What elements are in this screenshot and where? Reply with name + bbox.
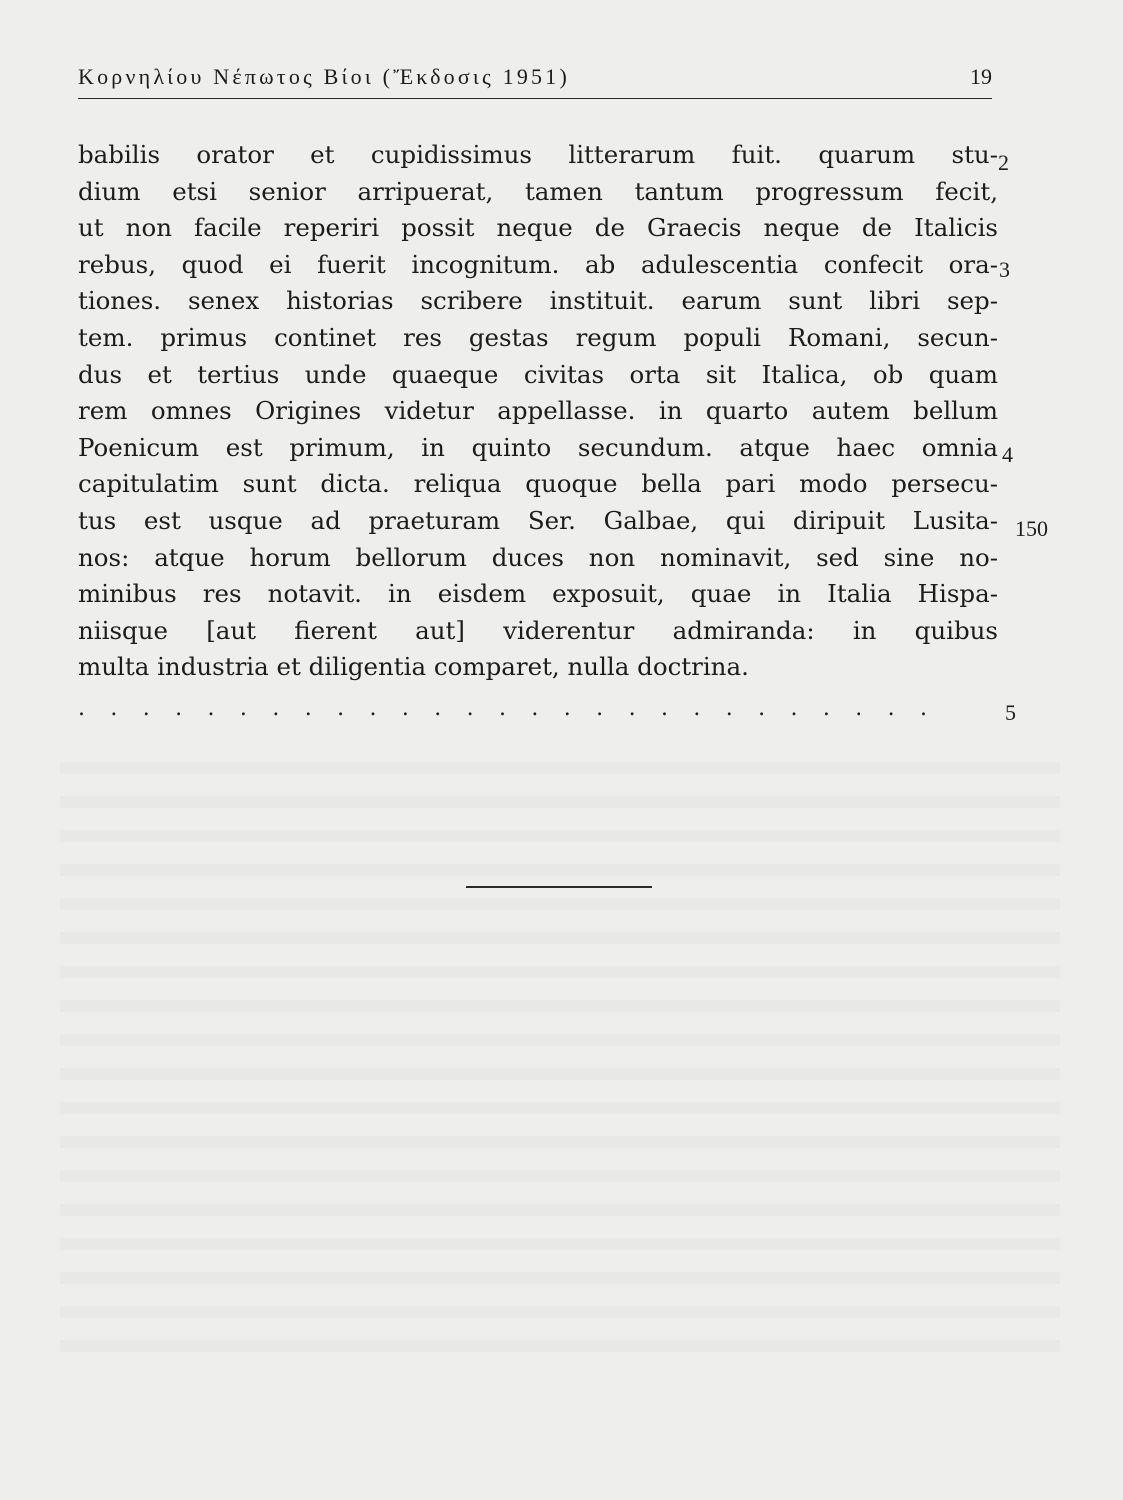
text-line: tiones. senex historias scribere instituit. earum sunt libri sep- [78,286,998,316]
text-line: rebus, quod ei fuerit incognitum. ab adulescentia confecit ora- [78,249,998,279]
text-line: minibus res notavit. in eisdem exposuit, quae in Italia Hispa- [78,579,998,609]
text-line: dium etsi senior arripuerat, tamen tantum progressum fecit, [78,176,998,206]
text-line: Poenicum est primum, in quinto secundum. atque haec omnia [78,432,998,462]
show-through-background [60,740,1060,1360]
text-line: nos: atque horum bellorum duces non nominavit, sed sine no- [78,542,998,572]
text-line: dus et tertius unde quaeque civitas orta sit Italica, ob quam [78,359,998,389]
end-rule [466,886,652,888]
margin-section-number: 5 [1005,700,1016,725]
text-line: niisque [aut fierent aut] viderentur admiranda: in quibus [78,615,998,645]
text-line: ut non facile reperiri possit neque de Graecis neque de Italicis [78,213,998,243]
margin-section-number: 3 [999,257,1010,282]
text-line: capitulatim sunt dicta. reliqua quoque bella pari modo persecu- [78,469,998,499]
text-line: rem omnes Origines videtur appellasse. in quarto autem bellum [78,396,998,426]
text-line: babilis orator et cupidissimus litterarum fuit. quarum stu- [78,140,998,169]
page-number: 19 [970,64,992,89]
lacuna-dots: . . . . . . . . . . . . . . . . . . . . . . . . . . . [78,696,937,721]
page-header [78,62,992,96]
margin-line-number: 150 [1015,516,1048,541]
main-text [78,137,998,686]
header-rule [78,98,992,99]
text-line: multa industria et diligentia comparet, nulla doctrina. [78,652,749,682]
text-line: tem. primus continet res gestas regum populi Romani, secun- [78,322,998,352]
margin-section-number: 4 [1002,442,1013,467]
margin-section-number: 2 [998,150,1009,175]
text-line: tus est usque ad praeturam Ser. Galbae, qui diripuit Lusita- [78,505,998,535]
running-title: Κορνηλίου Νέπωτος Βίοι (Ἔκδοσις 1951) [78,64,570,89]
